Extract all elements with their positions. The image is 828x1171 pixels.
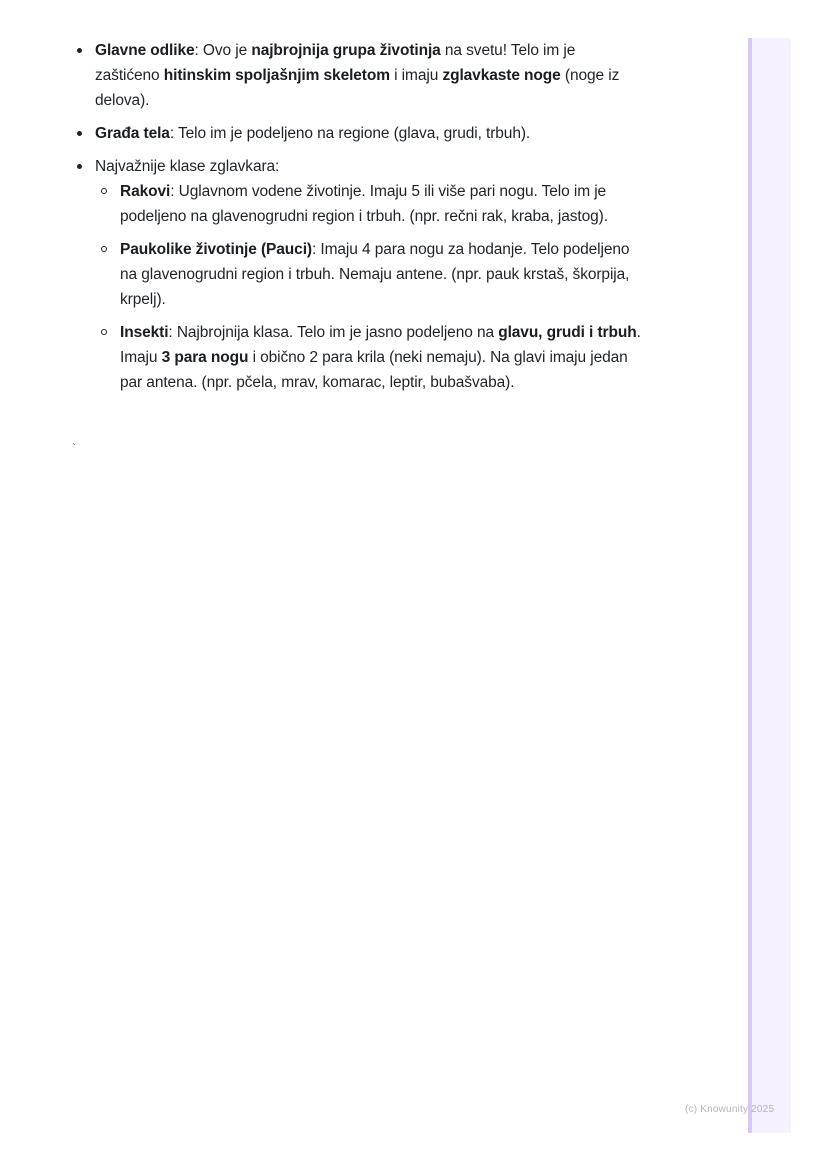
bullet-icon [77,131,82,136]
side-strip [748,38,791,1133]
sub-bullet-list [95,179,642,395]
list-item-body-structure [72,121,642,146]
term: Insekti [120,324,169,341]
emphasis: najbrojnija grupa životinja [251,42,441,59]
emphasis: zglavkaste noge [442,67,561,84]
sub-list-item-crustaceans [95,179,642,229]
term: Glavne odlike [95,42,195,59]
list-item-main-features [72,38,642,113]
text: i obično 2 para krila (neki nemaju). Na glavi imaju jedan par antena. (npr. pčela, mrav, komarac, leptir, bubašvaba). [120,349,628,391]
text: : Telo im je podeljeno na regione (glava, grudi, trbuh). [169,125,531,142]
list-item-main-classes [72,154,642,395]
text: . Imaju [120,324,641,366]
text: (noge iz delova). [95,67,620,109]
document-body [72,38,642,403]
circle-bullet-icon [101,329,107,335]
text: : Najbrojnija klasa. Telo im je jasno podeljeno na [168,324,499,341]
emphasis: 3 para nogu [161,349,249,366]
sub-list-item-arachnids [95,237,642,312]
term: Paukolike životinje (Pauci) [120,241,312,258]
bullet-icon [77,48,82,53]
text: : Ovo je [194,42,252,59]
term: Rakovi [120,183,171,200]
term: Građa tela [95,125,170,142]
text: : Imaju 4 para nogu za hodanje. Telo podeljeno na glavenogrudni region i trbuh. Nemaju antene. (npr. pauk krstaš, škorpija, krpelj). [120,241,630,308]
text: : Uglavnom vodene životinje. Imaju 5 ili više pari nogu. Telo im je podeljeno na glavenogrudni region i trbuh. (npr. rečni rak, kraba, jastog). [120,183,608,225]
bullet-list [72,38,642,395]
stray-backtick: ` [72,441,76,455]
side-strip-border [748,38,752,1133]
copyright-footer: (c) Knowunity 2025 [685,1104,775,1115]
bullet-icon [77,164,82,169]
text: i imaju [389,67,443,84]
sub-list-item-insects [95,320,642,395]
text: na svetu! Telo im je zaštićeno [95,42,576,84]
circle-bullet-icon [101,246,107,252]
text: Najvažnije klase zglavkara: [95,158,280,175]
circle-bullet-icon [101,188,107,194]
emphasis: hitinskim spoljašnjim skeletom [163,67,390,84]
emphasis: glavu, grudi i trbuh [498,324,637,341]
